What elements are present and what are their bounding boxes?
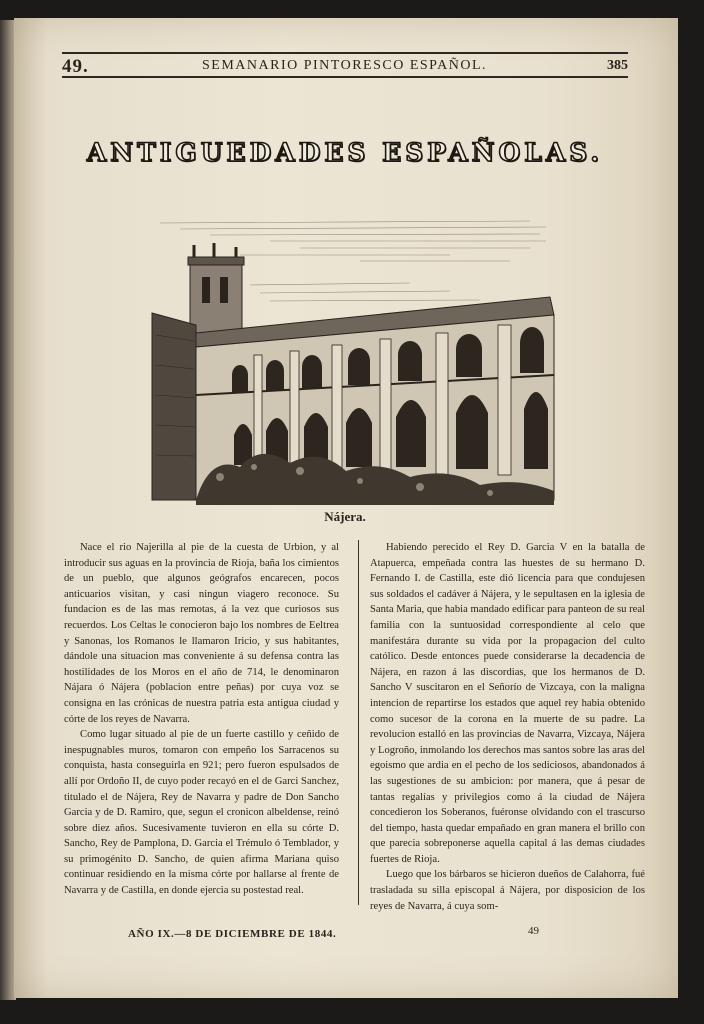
article-paragraph: Como lugar situado al pie de un fuerte castillo y ceñido de inespugnables muros, tomaron con empeño los Sarracenos su conquista, hasta conseguirla en 921; pero fueron espulsados de allí por Ordoño II, de cuyo poder recayó en el de Garci Sanchez, titulado el de Nájera, Rey de Navarra y padre de Don Sancho Garcia y de D. Ramiro, que, segun el cronicon albeldense, reinó sobre diez años. Sucesivamente tuvieron en ella su córte D. Sancho, Rey de Pamplona, D. Garcia el Trémulo ó Temblador, y su primogénito D. Sancho, de quien afirma Mariana quiso continuar residiendo en la misma córte por hallarse al frente de Navarra y de Castilla, en donde ejercia su postestad real. — [64, 729, 339, 897]
header-bottom-rule — [62, 76, 628, 78]
article-paragraph: Luego que los bárbaros se hicieron dueños de Calahorra, fué trasladada su silla episcopal á Nájera, por disposicion de los reyes de Navarra, á cuya som- — [370, 869, 645, 912]
article-paragraph: Nace el rio Najerilla al pie de la cuesta de Urbion, y al introducir sus aguas en la provincia de Rioja, baña los cimientos de un pueblo, que algunos geógrafos encarecen, pocos anticuarios visitan, y casi ningun viagero reconoce. Su fundacion es de las mas remotas, á la vez que curiosos sus recuerdos. Los Celtas le conocieron bajo los nombres de Eeltrea y Sanonas, los Romanos le llamaron Iricio, y sus habitantes, dándole una situacion mas conveniente á su defensa contra las hostilidades de los Moros en el año de 714, le denominaron Nájara ó Nájera (poblacion entre peñas) por cuya voz se consigna en las crónicas de nuestra patria esta antigua ciudad y córte de los reyes de Navarra. — [64, 542, 339, 725]
page-number: 385 — [607, 58, 628, 73]
issue-number: 49. — [62, 56, 89, 77]
article-column-left — [64, 540, 339, 899]
article-column-right — [370, 540, 645, 914]
section-banner: ANTIGUEDADES ESPAÑOLAS. — [86, 138, 604, 167]
illustration-caption: Nájera. — [324, 509, 366, 524]
publication-title: SEMANARIO PINTORESCO ESPAÑOL. — [202, 58, 488, 73]
header-top-rule — [62, 52, 628, 54]
issue-date: AÑO IX.—8 DE DICIEMBRE DE 1844. — [128, 928, 337, 940]
engraving-najera-cloister-icon — [150, 215, 556, 505]
sheet-signature: 49 — [528, 925, 539, 937]
column-divider — [358, 540, 359, 905]
article-paragraph: Habiendo perecido el Rey D. Garcia V en la batalla de Atapuerca, empeñada contra las huestes de su hermano D. Fernando I. de Castilla, este dió licencia para que condujesen sus soldados el cadáver á Nájera, y le sepultasen en la iglesia de Santa Maria, que habia mandado edificar para panteon de su real familia con la suntuosidad correspondiente al celo que manifestára durante su vida por la propagacion del culto católico. Desde entonces puede considerarse la decadencia de Nájera, en razon á las discordias, que los hermanos de D. Sancho V suscitaron en el Señorío de Vizcaya, con la maligna intencion de repartirse los estados que aquel rey habia obtenido como sucesor de la corona en la muerte de su padre. La revolucion estalló en las provincias de Navarra, Vizcaya, Nájera y Logroño, inmolando los derechos mas santos sobre las aras del egoismo que ardia en el pecho de los sediciosos, abandonados á las sugestiones de su ambicion: por manera, que á pesar de tantas regalías y privilegios como á la ciudad de Nájera concedieron los Soberanos, fuéronse olvidando con el trascurso del tiempo, hasta quedar empañado en gran manera el brillo con que parecia sobreponerse aquella capital á las demas ciudades fuertes de Rioja. — [370, 542, 645, 865]
page-header — [62, 52, 628, 96]
